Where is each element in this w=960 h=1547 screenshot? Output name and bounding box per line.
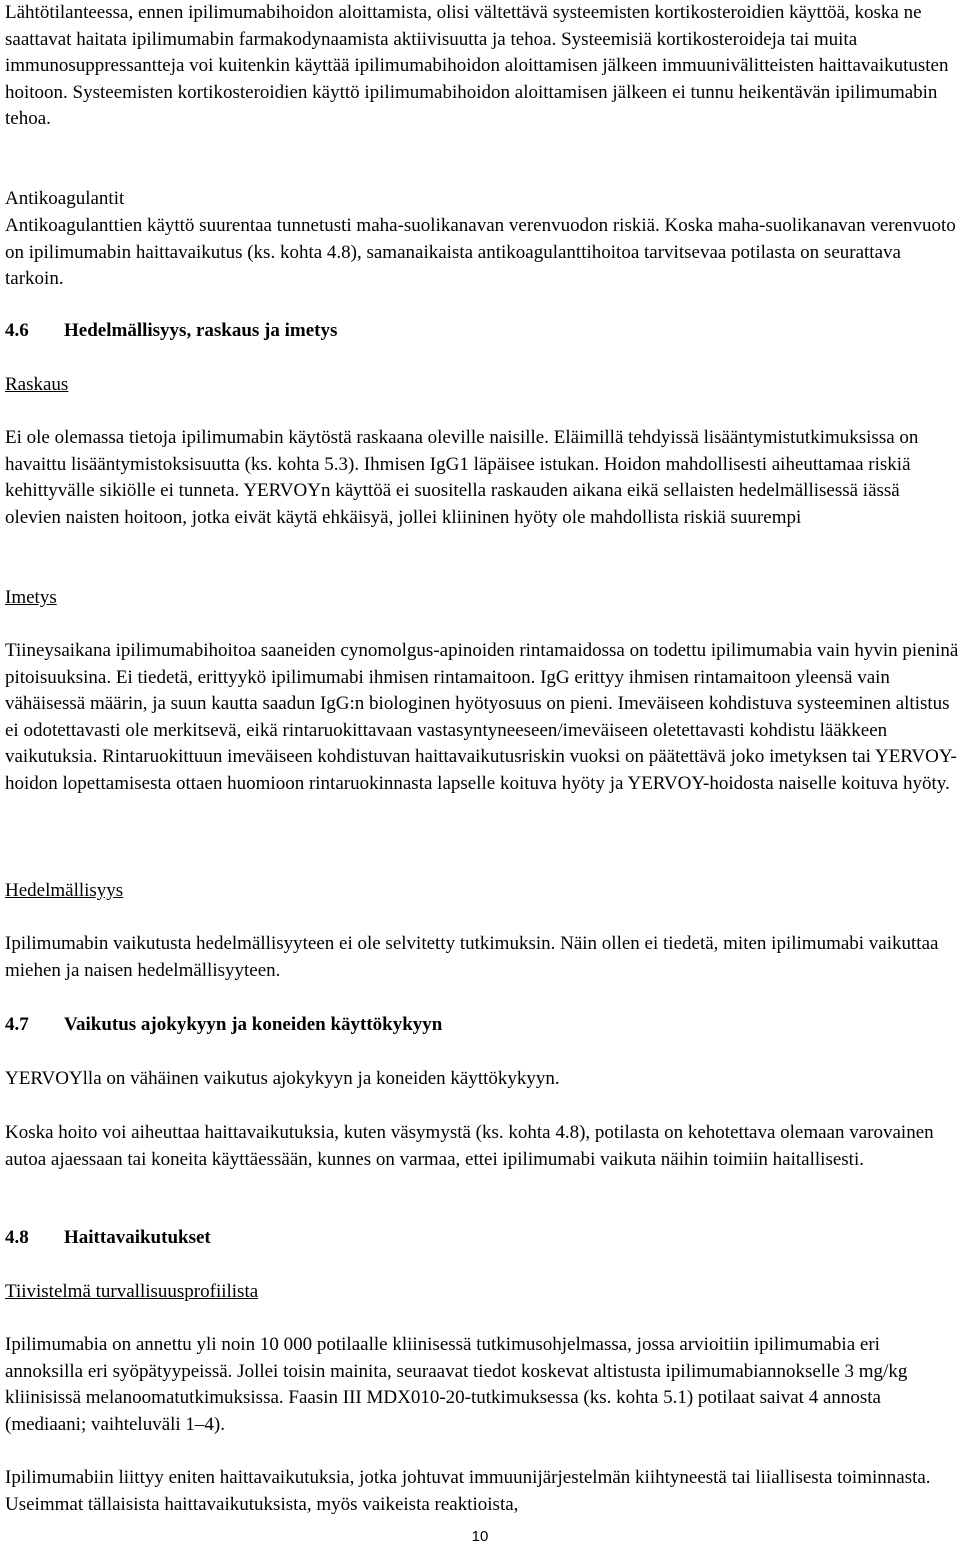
tiivistelma-subheading: Tiivistelmä turvallisuusprofiilista xyxy=(5,1281,259,1302)
s47-paragraph-1: YERVOYlla on vähäinen vaikutus ajokykyyn ja koneiden käyttökykyyn. xyxy=(5,1068,560,1089)
antikoagulantit-title: Antikoagulantit xyxy=(5,188,125,209)
imetys-paragraph: Tiineysaikana ipilimumabihoitoa saaneiden cynomolgus-apinoiden rintamaidossa on todettu ipilimumabia vain hyvin pieninä pitoisuuksina. Ei tiedetä, erittyykö ipilimumabi ihmisen rintamaitoon. IgG erittyy ihmisen rintamaitoon yleensä vain vähäisessä määrin, ja suun kautta saadun IgG:n biologinen hyötyosuus on pieni. Imeväiseen kohdistuva systeeminen altistus ei odotettavasti ole merkitsevä, eikä rintaruokittavaan vastasyntyneeseen/imeväiseen oletettavasti kohdistu lääkkeen vaikutuksia. Rintaruokittuun imeväiseen kohdistuvan haittavaikutusriskin vuoksi on päätettävä joko imetyksen tai YERVOY-hoidon lopettamisesta ottaen huomioon rintaruokinnasta lapselle koituva hyöty ja YERVOY-hoidosta naiselle koituva hyöty. xyxy=(5,640,959,794)
section-title: Vaikutus ajokykyyn ja koneiden käyttökykyyn xyxy=(64,1014,443,1035)
section-number: 4.8 xyxy=(5,1227,29,1248)
section-title: Haittavaikutukset xyxy=(64,1227,211,1248)
raskaus-subheading: Raskaus xyxy=(5,374,69,395)
intro-paragraph: Lähtötilanteessa, ennen ipilimumabihoidon aloittamista, olisi vältettävä systeemisten kortikosteroidien käyttöä, koska ne saattavat haitata ipilimumabin farmakodynaamista aktiivisuutta ja tehoa. Systeemisiä kortikosteroideja tai muita immunosuppressantteja voi kuitenkin käyttää ipilimumabihoidon aloittamisen jälkeen immuunivälitteisten haittavaikutusten hoitoon. Systeemisten kortikosteroidien käyttö ipilimumabihoidon aloittamisen jälkeen ei tunnu heikentävän ipilimumabin tehoa. xyxy=(5,2,949,130)
tiivistelma-paragraph-1: Ipilimumabia on annettu yli noin 10 000 potilaalle kliinisessä tutkimusohjelmassa, jossa arvioitiin ipilimumabia eri annoksilla eri syöpätyypeissä. Jollei toisin mainita, seuraavat tiedot koskevat altistusta ipilimumabiannokselle 3 mg/kg kliinisissä melanoomatutkimuksissa. Faasin III MDX010-20-tutkimuksessa (ks. kohta 5.1) potilaat saivat 4 annosta (mediaani; vaihteluväli 1–4). xyxy=(5,1334,908,1435)
section-title: Hedelmällisyys, raskaus ja imetys xyxy=(64,320,338,341)
hedelmallisyys-paragraph: Ipilimumabin vaikutusta hedelmällisyyteen ei ole selvitetty tutkimuksin. Näin ollen ei tiedetä, miten ipilimumabi vaikuttaa miehen ja naisen hedelmällisyyteen. xyxy=(5,933,939,981)
section-4-8-heading xyxy=(5,1225,211,1252)
section-4-7-heading xyxy=(5,1012,442,1039)
raskaus-paragraph: Ei ole olemassa tietoja ipilimumabin käytöstä raskaana oleville naisille. Eläimillä tehdyissä lisääntymistutkimuksissa on havaittu lisääntymistoksisuutta (ks. kohta 5.3). Ihmisen IgG1 läpäisee istukan. Hoidon mahdollisesti aiheuttamaa riskiä kehittyvälle sikiölle ei tunneta. YERVOYn käyttöä ei suositella raskauden aikana eikä sellaisten hedelmällisessä iässä olevien naisten hoitoon, jotka eivät käytä ehkäisyä, jollei kliininen hyöty ole mahdollista riskiä suurempi xyxy=(5,427,919,528)
section-number: 4.7 xyxy=(5,1014,29,1035)
tiivistelma-paragraph-2: Ipilimumabiin liittyy eniten haittavaikutuksia, jotka johtuvat immuunijärjestelmän kiihtyneestä tai liiallisesta toiminnasta. Useimmat tällaisista haittavaikutuksista, myös vaikeista reaktioista, xyxy=(5,1467,931,1515)
imetys-subheading: Imetys xyxy=(5,587,57,608)
section-number: 4.6 xyxy=(5,320,29,341)
antikoagulantit-paragraph: Antikoagulanttien käyttö suurentaa tunnetusti maha-suolikanavan verenvuodon riskiä. Koska maha-suolikanavan verenvuoto on ipilimumabin haittavaikutus (ks. kohta 4.8), samanaikaista antikoagulanttihoitoa tarvitsevaa potilasta on seurattava tarkoin. xyxy=(5,215,956,290)
section-4-6-heading xyxy=(5,318,337,345)
hedelmallisyys-subheading: Hedelmällisyys xyxy=(5,880,124,901)
page-number: 10 xyxy=(471,1528,489,1545)
s47-paragraph-2: Koska hoito voi aiheuttaa haittavaikutuksia, kuten väsymystä (ks. kohta 4.8), potilasta on kehotettava olemaan varovainen autoa ajaessaan tai koneita käyttäessään, kunnes on varmaa, ettei ipilimumabi vaikuta näihin toimiin haitallisesti. xyxy=(5,1122,934,1170)
